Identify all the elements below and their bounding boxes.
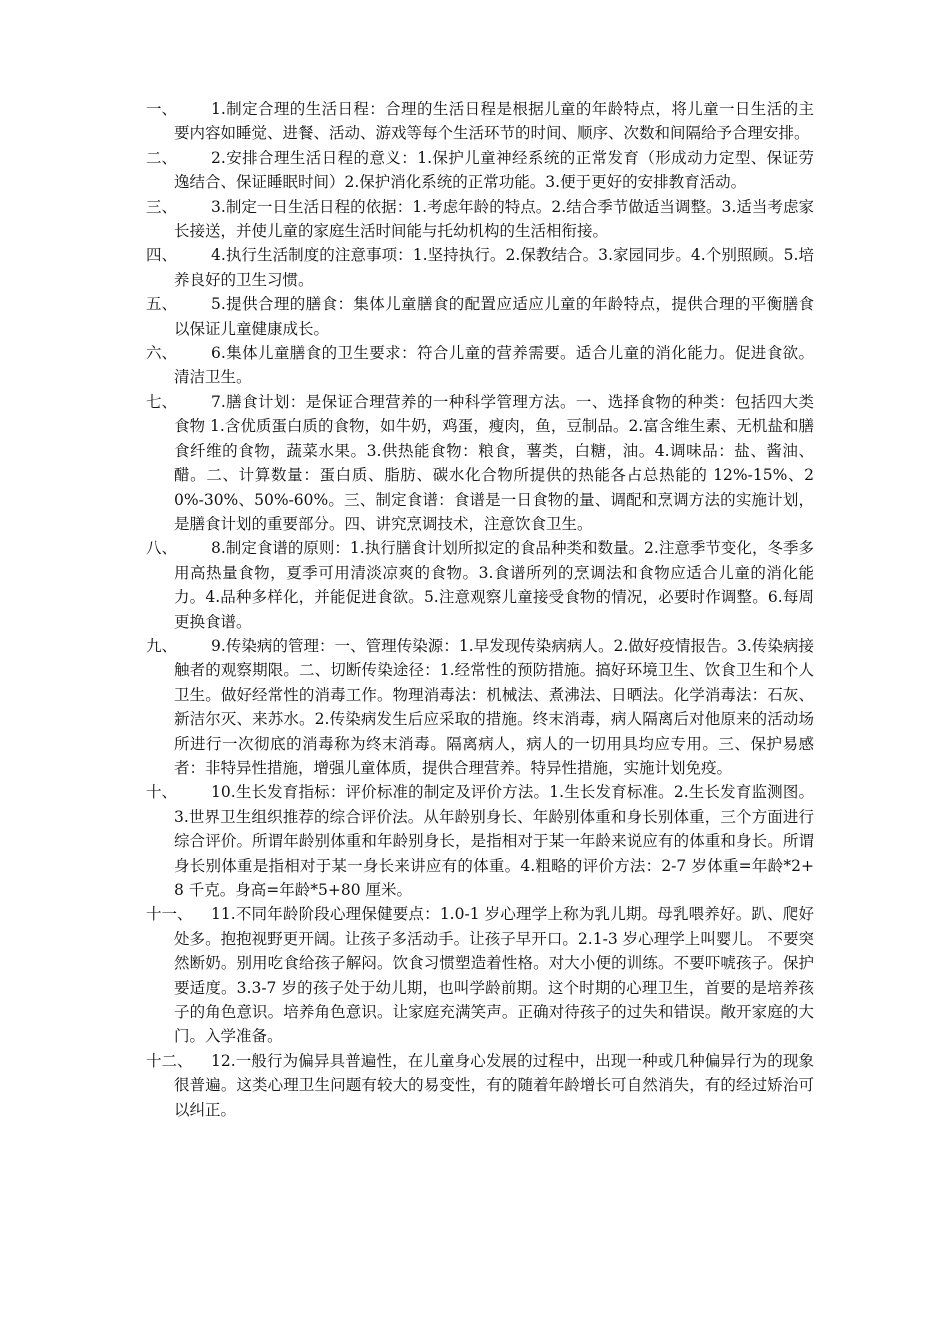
item-text: 5.提供合理的膳食：集体儿童膳食的配置应适应儿童的年龄特点，提供合理的平衡膳食以保证儿童健康成长。 [174,295,814,338]
list-item [146,902,814,1048]
item-text: 7.膳食计划：是保证合理营养的一种科学管理方法。一、选择食物的种类：包括四大类食物 1.含优质蛋白质的食物，如牛奶，鸡蛋，瘦肉，鱼，豆制品。2.富含维生素、无机盐和膳食纤维的食物，蔬菜水果。3.供热能食物：粮食，薯类，白糖，油。4.调味品：盐、酱油、醋。二、计算数量：蛋白质、脂肪、碳水化合物所提供的热能各占总热能的 12%-15%、20%-30%、50%-60%。三、制定食谱：食谱是一日食物的量、调配和烹调方法的实施计划，是膳食计划的重要部分。四、讲究烹调技术，注意饮食卫生。 [174,392,814,533]
list-item [146,341,814,390]
list-item [146,97,814,146]
item-text: 8.制定食谱的原则：1.执行膳食计划所拟定的食品种类和数量。2.注意季节变化，冬季多用高热量食物，夏季可用清淡凉爽的食物。3.食谱所列的烹调法和食物应适合儿童的消化能力。4.品种多样化，并能促进食欲。5.注意观察儿童接受食物的情况，必要时作调整。6.每周更换食谱。 [174,539,814,631]
item-text: 10.生长发育指标：评价标准的制定及评价方法。1.生长发育标准。2.生长发育监测图。3.世界卫生组织推荐的综合评价法。从年龄别身长、年龄别体重和身长别体重，三个方面进行综合评价。所谓年龄别体重和年龄别身长，是指相对于某一年龄来说应有的体重和身长。所谓身长别体重是指相对于某一身长来讲应有的体重。4.粗略的评价方法：2-7 岁体重=年龄*2+8 千克。身高=年龄*5+80 厘米。 [174,783,814,899]
document-body [146,97,814,1122]
list-item [146,634,814,780]
list-item [146,780,814,902]
item-text: 2.安排合理生活日程的意义：1.保护儿童神经系统的正常发育（形成动力定型、保证劳逸结合、保证睡眠时间）2.保护消化系统的正常功能。3.便于更好的安排教育活动。 [174,148,814,192]
list-item [146,390,814,536]
item-text: 12.一般行为偏异具普遍性，在儿童身心发展的过程中，出现一种或几种偏异行为的现象很普遍。这类心理卫生问题有较大的易变性，有的随着年龄增长可自然消失，有的经过矫治可以纠正。 [174,1051,814,1119]
item-text: 4.执行生活制度的注意事项：1.坚持执行。2.保教结合。3.家园同步。4.个别照顾。5.培养良好的卫生习惯。 [174,246,814,289]
item-numeral: 十二、 [146,1051,193,1070]
item-text: 11.不同年龄阶段心理保健要点：1.0-1 岁心理学上称为乳儿期。母乳喂养好。趴、爬好处多。抱抱视野更开阔。让孩子多活动手。让孩子早开口。2.1-3 岁心理学上叫婴儿。 不要突然断奶。别用吃食给孩子解闷。饮食习惯塑造着性格。对大小便的训练。不要吓唬孩子。保护要适度。3.3-7 岁的孩子处于幼儿期，也叫学龄前期。这个时期的心理卫生，首要的是培养孩子的角色意识。培养角色意识。让家庭充满笑声。正确对待孩子的过失和错误。敞开家庭的大门。入学准备。 [174,905,814,1046]
item-text: 9.传染病的管理：一、管理传染源：1.早发现传染病病人。2.做好疫情报告。3.传染病接触者的观察期限。二、切断传染途径：1.经常性的预防措施。搞好环境卫生、饮食卫生和个人卫生。做好经常性的消毒工作。物理消毒法：机械法、煮沸法、日晒法。化学消毒法：石灰、新洁尔灭、来苏水。2.传染病发生后应采取的措施。终末消毒，病人隔离后对他原来的活动场所进行一次彻底的消毒称为终末消毒。隔离病人，病人的一切用具均应专用。三、保护易感者：非特异性措施，增强儿童体质，提供合理营养。特异性措施，实施计划免疫。 [174,636,814,777]
item-text: 3.制定一日生活日程的依据：1.考虑年龄的特点。2.结合季节做适当调整。3.适当考虑家长接送，并使儿童的家庭生活时间能与托幼机构的生活相衔接。 [174,197,814,241]
item-numeral: 十一、 [146,905,193,924]
item-numeral: 九、 [146,636,178,655]
item-numeral: 五、 [146,295,178,314]
list-item [146,1049,814,1122]
item-text: 6.集体儿童膳食的卫生要求：符合儿童的营养需要。适合儿童的消化能力。促进食欲。清洁卫生。 [174,344,814,387]
item-text: 1.制定合理的生活日程：合理的生活日程是根据儿童的年龄特点，将儿童一日生活的主要内容如睡觉、进餐、活动、游戏等每个生活环节的时间、顺序、次数和间隔给予合理安排。 [174,100,814,143]
item-numeral: 七、 [146,392,178,411]
item-numeral: 三、 [146,197,178,216]
list-item [146,292,814,341]
item-numeral: 八、 [146,539,178,558]
list-item [146,146,814,195]
list-item [146,536,814,634]
list-item [146,195,814,244]
item-numeral: 六、 [146,344,178,363]
list-item [146,243,814,292]
item-numeral: 二、 [146,148,178,167]
item-numeral: 一、 [146,100,178,118]
item-numeral: 十、 [146,783,178,802]
item-numeral: 四、 [146,246,178,265]
